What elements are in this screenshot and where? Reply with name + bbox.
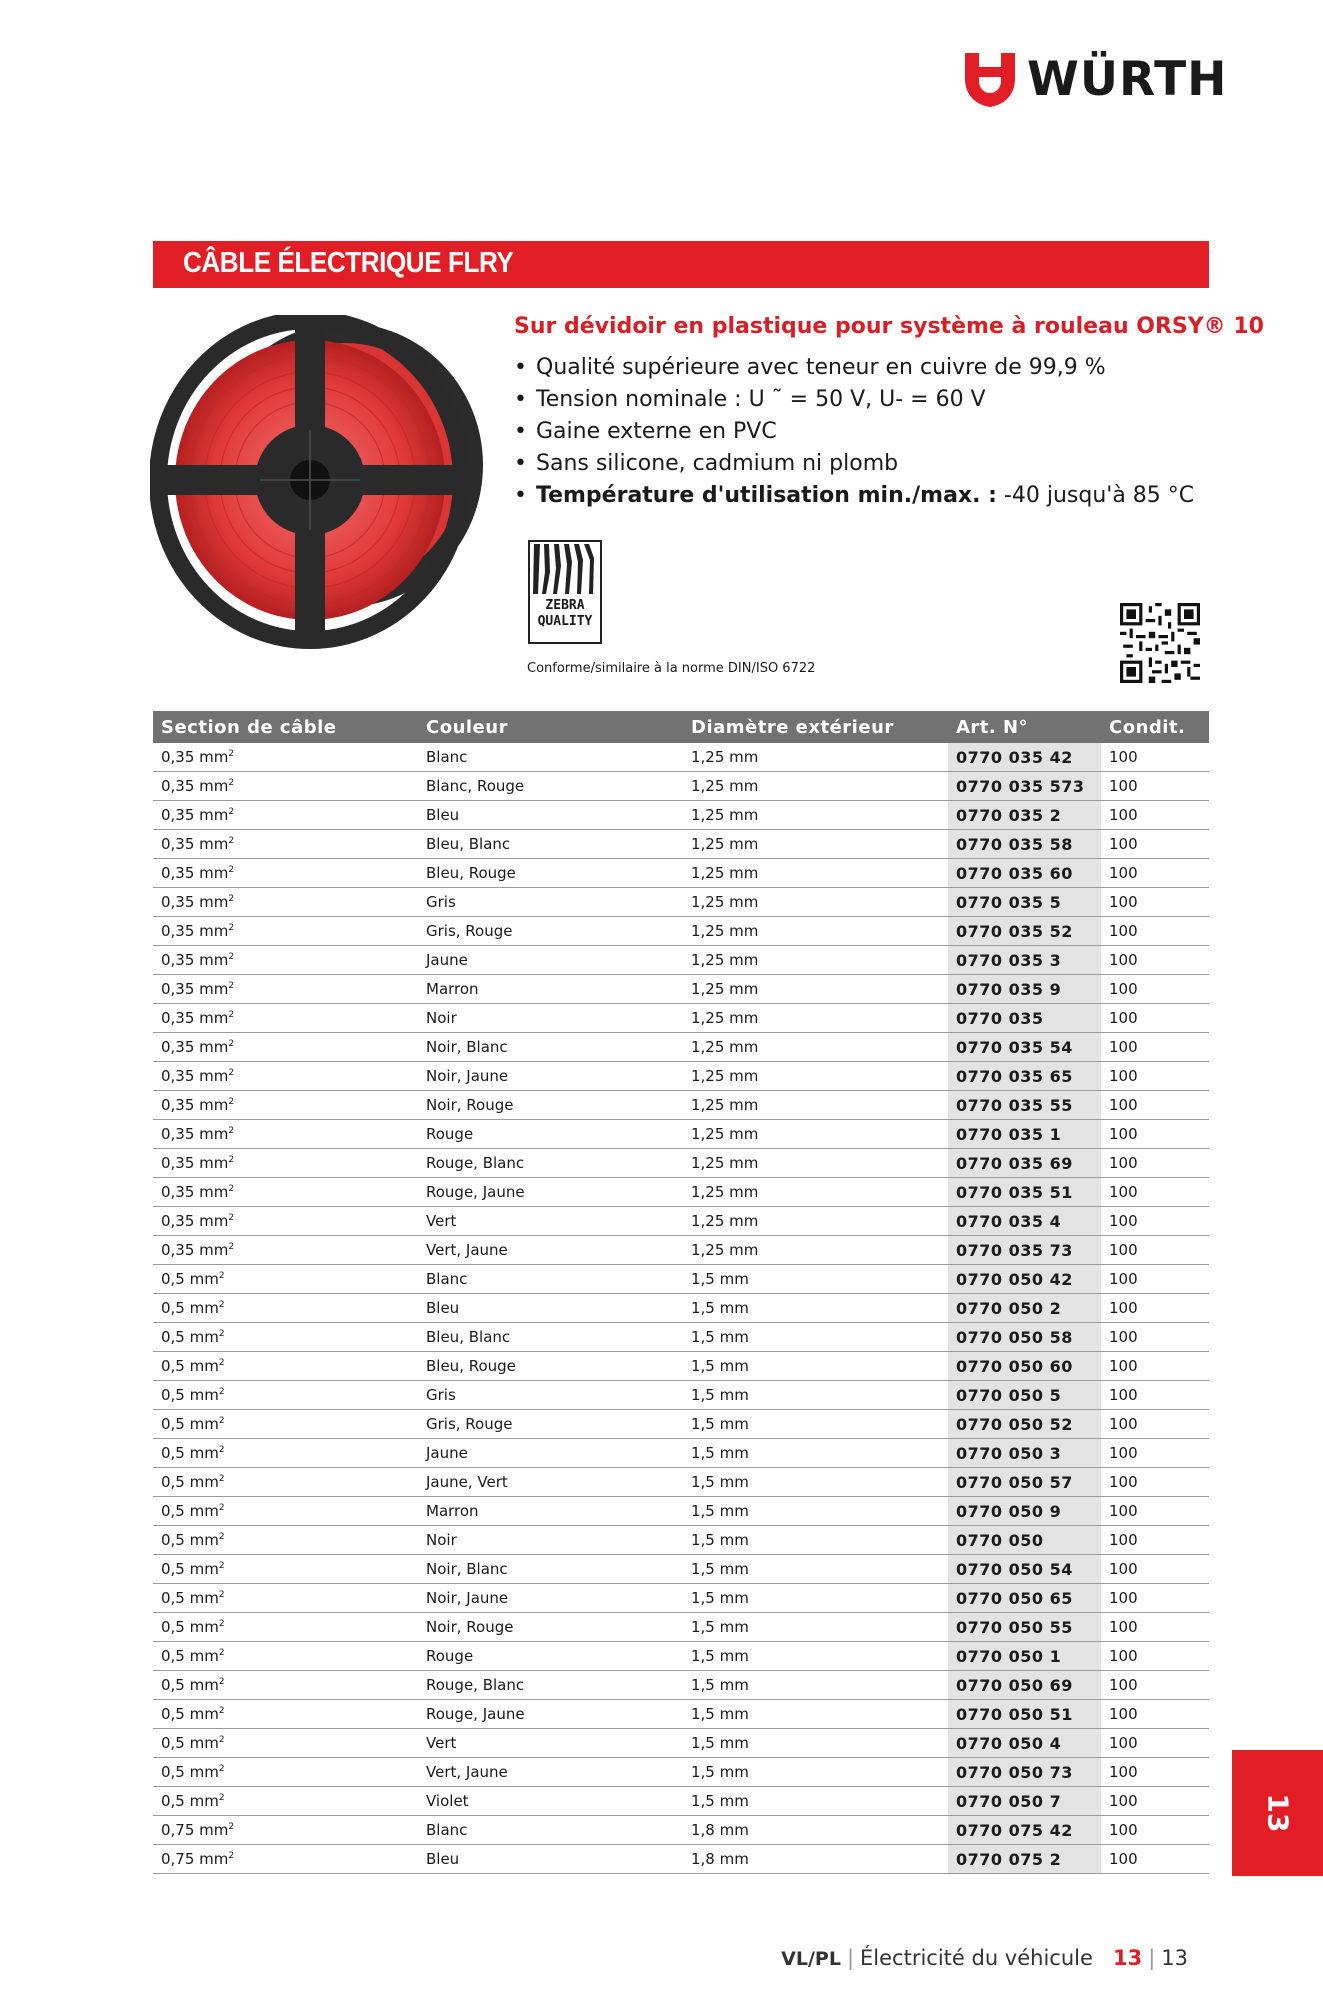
- table-row: [153, 917, 1209, 946]
- cell-condit: 100: [1101, 1352, 1209, 1381]
- cell-art-no: 0770 050 51: [948, 1700, 1101, 1729]
- table-row: [153, 1294, 1209, 1323]
- feature-item: • Qualité supérieure avec teneur en cuivre de 99,9 %: [514, 352, 1194, 384]
- cell-color: Noir, Rouge: [418, 1613, 683, 1642]
- cell-section: 0,5 $mm^2$: [153, 1555, 418, 1584]
- cell-condit: 100: [1101, 1729, 1209, 1758]
- column-header-art-no: Art. N°: [948, 711, 1101, 743]
- cell-color: Noir: [418, 1004, 683, 1033]
- cell-color: Jaune: [418, 1439, 683, 1468]
- cell-art-no: 0770 035: [948, 1004, 1101, 1033]
- table-row: [153, 1555, 1209, 1584]
- conformity-note: Conforme/similaire à la norme DIN/ISO 6722: [527, 661, 816, 676]
- cell-art-no: 0770 050 1: [948, 1642, 1101, 1671]
- cell-diameter: 1,5 mm: [683, 1642, 948, 1671]
- cell-condit: 100: [1101, 1410, 1209, 1439]
- zebra-stripes-icon: [530, 542, 600, 596]
- cell-diameter: 1,25 mm: [683, 859, 948, 888]
- table-row: [153, 1207, 1209, 1236]
- page-footer: VL/PL | Électricité du véhicule 13 | 13: [781, 1946, 1188, 1970]
- cell-section: 0,35 $mm^2$: [153, 859, 418, 888]
- table-row: [153, 1323, 1209, 1352]
- cell-art-no: 0770 050 7: [948, 1787, 1101, 1816]
- cell-condit: 100: [1101, 1555, 1209, 1584]
- cell-color: Bleu, Rouge: [418, 1352, 683, 1381]
- cell-color: Vert, Jaune: [418, 1236, 683, 1265]
- cell-color: Bleu, Rouge: [418, 859, 683, 888]
- column-header-condit: Condit.: [1101, 711, 1209, 743]
- cell-art-no: 0770 035 2: [948, 801, 1101, 830]
- cell-art-no: 0770 035 69: [948, 1149, 1101, 1178]
- cell-diameter: 1,5 mm: [683, 1323, 948, 1352]
- cell-art-no: 0770 050 65: [948, 1584, 1101, 1613]
- cell-diameter: 1,25 mm: [683, 1120, 948, 1149]
- cell-section: 0,5 $mm^2$: [153, 1439, 418, 1468]
- table-row: [153, 1758, 1209, 1787]
- cell-color: Bleu, Blanc: [418, 830, 683, 859]
- table-row: [153, 1033, 1209, 1062]
- cell-condit: 100: [1101, 1120, 1209, 1149]
- cell-section: 0,5 $mm^2$: [153, 1352, 418, 1381]
- column-header-diameter: Diamètre extérieur: [683, 711, 948, 743]
- cell-diameter: 1,25 mm: [683, 1236, 948, 1265]
- cell-color: Rouge, Jaune: [418, 1700, 683, 1729]
- cell-art-no: 0770 035 1: [948, 1120, 1101, 1149]
- table-row: [153, 1671, 1209, 1700]
- cell-color: Rouge, Blanc: [418, 1671, 683, 1700]
- cell-art-no: 0770 035 65: [948, 1062, 1101, 1091]
- cell-color: Noir, Rouge: [418, 1091, 683, 1120]
- cell-art-no: 0770 050 60: [948, 1352, 1101, 1381]
- cell-color: Jaune, Vert: [418, 1468, 683, 1497]
- cell-color: Blanc: [418, 1265, 683, 1294]
- cell-art-no: 0770 050 9: [948, 1497, 1101, 1526]
- feature-item: • Tension nominale : U ˜ = 50 V, U- = 60 V: [514, 384, 1194, 416]
- table-row: [153, 1178, 1209, 1207]
- cell-color: Marron: [418, 975, 683, 1004]
- cell-section: 0,5 $mm^2$: [153, 1642, 418, 1671]
- cell-color: Bleu: [418, 801, 683, 830]
- cell-diameter: 1,25 mm: [683, 1149, 948, 1178]
- footer-code: VL/PL: [781, 1948, 841, 1970]
- cell-condit: 100: [1101, 888, 1209, 917]
- cell-art-no: 0770 035 4: [948, 1207, 1101, 1236]
- cell-section: 0,35 $mm^2$: [153, 1120, 418, 1149]
- cell-art-no: 0770 050 2: [948, 1294, 1101, 1323]
- cell-art-no: 0770 035 51: [948, 1178, 1101, 1207]
- cell-art-no: 0770 035 9: [948, 975, 1101, 1004]
- cell-diameter: 1,5 mm: [683, 1381, 948, 1410]
- cell-art-no: 0770 035 55: [948, 1091, 1101, 1120]
- cell-diameter: 1,25 mm: [683, 888, 948, 917]
- table-row: [153, 1729, 1209, 1758]
- cell-art-no: 0770 050 73: [948, 1758, 1101, 1787]
- cell-section: 0,5 $mm^2$: [153, 1410, 418, 1439]
- cell-color: Noir: [418, 1526, 683, 1555]
- cell-diameter: 1,25 mm: [683, 1091, 948, 1120]
- cell-art-no: 0770 050 58: [948, 1323, 1101, 1352]
- cell-section: 0,35 $mm^2$: [153, 917, 418, 946]
- cell-section: 0,5 $mm^2$: [153, 1729, 418, 1758]
- qr-code-icon: [1120, 603, 1200, 683]
- cell-condit: 100: [1101, 1758, 1209, 1787]
- cell-art-no: 0770 035 5: [948, 888, 1101, 917]
- cell-art-no: 0770 035 52: [948, 917, 1101, 946]
- column-header-color: Couleur: [418, 711, 683, 743]
- cell-condit: 100: [1101, 1265, 1209, 1294]
- cell-art-no: 0770 050 4: [948, 1729, 1101, 1758]
- cell-condit: 100: [1101, 946, 1209, 975]
- cell-art-no: 0770 050 54: [948, 1555, 1101, 1584]
- cell-section: 0,35 $mm^2$: [153, 1207, 418, 1236]
- cell-art-no: 0770 050 3: [948, 1439, 1101, 1468]
- page-total: 13: [1161, 1946, 1188, 1970]
- cell-condit: 100: [1101, 1671, 1209, 1700]
- cell-color: Violet: [418, 1787, 683, 1816]
- cell-diameter: 1,25 mm: [683, 1033, 948, 1062]
- cell-art-no: 0770 050 52: [948, 1410, 1101, 1439]
- cell-section: 0,5 $mm^2$: [153, 1526, 418, 1555]
- cell-diameter: 1,25 mm: [683, 1004, 948, 1033]
- cell-art-no: 0770 050 55: [948, 1613, 1101, 1642]
- cell-section: 0,5 $mm^2$: [153, 1787, 418, 1816]
- cell-diameter: 1,25 mm: [683, 830, 948, 859]
- table-row: [153, 1497, 1209, 1526]
- cell-section: 0,5 $mm^2$: [153, 1323, 418, 1352]
- cell-section: 0,5 $mm^2$: [153, 1265, 418, 1294]
- cell-condit: 100: [1101, 1323, 1209, 1352]
- cell-section: 0,75 $mm^2$: [153, 1816, 418, 1845]
- cell-color: Gris: [418, 1381, 683, 1410]
- cell-art-no: 0770 050 57: [948, 1468, 1101, 1497]
- product-table: [153, 711, 1209, 1874]
- cell-section: 0,5 $mm^2$: [153, 1584, 418, 1613]
- table-row: [153, 772, 1209, 801]
- cell-diameter: 1,5 mm: [683, 1671, 948, 1700]
- wurth-logo-icon: [965, 53, 1015, 107]
- cell-section: 0,35 $mm^2$: [153, 1062, 418, 1091]
- table-header-row: [153, 711, 1209, 743]
- cell-condit: 100: [1101, 1700, 1209, 1729]
- cell-diameter: 1,5 mm: [683, 1294, 948, 1323]
- cell-condit: 100: [1101, 1468, 1209, 1497]
- cell-section: 0,5 $mm^2$: [153, 1294, 418, 1323]
- cell-art-no: 0770 050 42: [948, 1265, 1101, 1294]
- feature-label: Température d'utilisation min./max. :: [536, 483, 997, 508]
- cell-diameter: 1,5 mm: [683, 1584, 948, 1613]
- cell-color: Blanc, Rouge: [418, 772, 683, 801]
- table-row: [153, 1526, 1209, 1555]
- cell-diameter: 1,25 mm: [683, 772, 948, 801]
- cell-section: 0,35 $mm^2$: [153, 743, 418, 772]
- table-row: [153, 1787, 1209, 1816]
- column-header-section: Section de câble: [153, 711, 418, 743]
- cell-diameter: 1,25 mm: [683, 1207, 948, 1236]
- cell-diameter: 1,5 mm: [683, 1439, 948, 1468]
- cell-diameter: 1,5 mm: [683, 1787, 948, 1816]
- cell-color: Jaune: [418, 946, 683, 975]
- cell-section: 0,35 $mm^2$: [153, 1178, 418, 1207]
- cell-diameter: 1,5 mm: [683, 1729, 948, 1758]
- cell-art-no: 0770 035 73: [948, 1236, 1101, 1265]
- table-row: [153, 1352, 1209, 1381]
- table-row: [153, 1584, 1209, 1613]
- cell-color: Noir, Blanc: [418, 1555, 683, 1584]
- cell-color: Marron: [418, 1497, 683, 1526]
- cell-art-no: 0770 035 42: [948, 743, 1101, 772]
- cell-condit: 100: [1101, 1178, 1209, 1207]
- cell-condit: 100: [1101, 975, 1209, 1004]
- cell-diameter: 1,8 mm: [683, 1845, 948, 1874]
- table-row: [153, 859, 1209, 888]
- cell-condit: 100: [1101, 917, 1209, 946]
- table-row: [153, 1265, 1209, 1294]
- cell-diameter: 1,5 mm: [683, 1613, 948, 1642]
- cell-section: 0,35 $mm^2$: [153, 1004, 418, 1033]
- cell-color: Rouge, Blanc: [418, 1149, 683, 1178]
- table-row: [153, 801, 1209, 830]
- cell-condit: 100: [1101, 801, 1209, 830]
- cell-color: Noir, Blanc: [418, 1033, 683, 1062]
- table-row: [153, 1062, 1209, 1091]
- cell-section: 0,35 $mm^2$: [153, 1236, 418, 1265]
- cell-diameter: 1,5 mm: [683, 1352, 948, 1381]
- cell-section: 0,35 $mm^2$: [153, 975, 418, 1004]
- cell-section: 0,35 $mm^2$: [153, 888, 418, 917]
- cell-art-no: 0770 035 54: [948, 1033, 1101, 1062]
- table-row: [153, 1439, 1209, 1468]
- cell-diameter: 1,8 mm: [683, 1816, 948, 1845]
- cell-condit: 100: [1101, 1845, 1209, 1874]
- cell-section: 0,35 $mm^2$: [153, 830, 418, 859]
- table-row: [153, 1845, 1209, 1874]
- table-row: [153, 975, 1209, 1004]
- footer-section: Électricité du véhicule: [860, 1946, 1093, 1970]
- table-row: [153, 1381, 1209, 1410]
- zebra-badge-text: ZEBRA QUALITY: [537, 598, 593, 629]
- table-row: [153, 743, 1209, 772]
- cell-condit: 100: [1101, 1497, 1209, 1526]
- cell-color: Blanc: [418, 743, 683, 772]
- cell-color: Vert, Jaune: [418, 1758, 683, 1787]
- table-body: [153, 743, 1209, 1874]
- cell-section: 0,35 $mm^2$: [153, 772, 418, 801]
- cell-color: Rouge: [418, 1120, 683, 1149]
- cell-art-no: 0770 050: [948, 1526, 1101, 1555]
- table-row: [153, 1700, 1209, 1729]
- cell-condit: 100: [1101, 1149, 1209, 1178]
- cell-condit: 100: [1101, 1294, 1209, 1323]
- cell-condit: 100: [1101, 1062, 1209, 1091]
- cell-color: Gris, Rouge: [418, 917, 683, 946]
- cell-section: 0,5 $mm^2$: [153, 1758, 418, 1787]
- cell-condit: 100: [1101, 1381, 1209, 1410]
- table-row: [153, 1410, 1209, 1439]
- cell-section: 0,35 $mm^2$: [153, 801, 418, 830]
- table-row: [153, 1091, 1209, 1120]
- table-row: [153, 1642, 1209, 1671]
- page-number: 13: [1112, 1946, 1143, 1970]
- chapter-tab: [1232, 1750, 1323, 1876]
- zebra-quality-badge: [528, 540, 602, 644]
- cell-art-no: 0770 035 60: [948, 859, 1101, 888]
- cell-art-no: 0770 050 69: [948, 1671, 1101, 1700]
- cell-condit: 100: [1101, 1236, 1209, 1265]
- cell-color: Noir, Jaune: [418, 1062, 683, 1091]
- cell-section: 0,35 $mm^2$: [153, 1091, 418, 1120]
- cell-section: 0,5 $mm^2$: [153, 1700, 418, 1729]
- brand-name: WÜRTH: [1027, 52, 1228, 107]
- cell-color: Rouge: [418, 1642, 683, 1671]
- cell-section: 0,5 $mm^2$: [153, 1468, 418, 1497]
- cell-section: 0,35 $mm^2$: [153, 946, 418, 975]
- table-row: [153, 1613, 1209, 1642]
- cell-color: Rouge, Jaune: [418, 1178, 683, 1207]
- cell-diameter: 1,25 mm: [683, 975, 948, 1004]
- cell-condit: 100: [1101, 1642, 1209, 1671]
- feature-item: • Gaine externe en PVC: [514, 416, 1194, 448]
- cell-art-no: 0770 050 5: [948, 1381, 1101, 1410]
- cell-condit: 100: [1101, 1787, 1209, 1816]
- cell-color: Bleu: [418, 1845, 683, 1874]
- cell-diameter: 1,25 mm: [683, 743, 948, 772]
- cell-section: 0,35 $mm^2$: [153, 1033, 418, 1062]
- cell-condit: 100: [1101, 859, 1209, 888]
- cell-diameter: 1,5 mm: [683, 1526, 948, 1555]
- cell-art-no: 0770 075 2: [948, 1845, 1101, 1874]
- cell-diameter: 1,5 mm: [683, 1555, 948, 1584]
- cell-section: 0,35 $mm^2$: [153, 1149, 418, 1178]
- cell-condit: 100: [1101, 1816, 1209, 1845]
- cell-condit: 100: [1101, 743, 1209, 772]
- chapter-number: 13: [1261, 1793, 1294, 1833]
- table-row: [153, 1468, 1209, 1497]
- cable-reel-image: [150, 315, 495, 650]
- table-row: [153, 1816, 1209, 1845]
- table-row: [153, 1120, 1209, 1149]
- cell-color: Vert: [418, 1729, 683, 1758]
- cell-color: Gris: [418, 888, 683, 917]
- cell-diameter: 1,25 mm: [683, 917, 948, 946]
- table-row: [153, 1236, 1209, 1265]
- cell-diameter: 1,25 mm: [683, 801, 948, 830]
- cell-color: Blanc: [418, 1816, 683, 1845]
- page-title: CÂBLE ÉLECTRIQUE FLRY: [183, 247, 514, 279]
- table-row: [153, 1149, 1209, 1178]
- cell-section: 0,5 $mm^2$: [153, 1671, 418, 1700]
- cell-diameter: 1,5 mm: [683, 1468, 948, 1497]
- cell-condit: 100: [1101, 1584, 1209, 1613]
- cell-section: 0,5 $mm^2$: [153, 1381, 418, 1410]
- cell-diameter: 1,5 mm: [683, 1410, 948, 1439]
- cell-condit: 100: [1101, 1091, 1209, 1120]
- cell-color: Vert: [418, 1207, 683, 1236]
- feature-list: [514, 352, 1194, 512]
- cell-condit: 100: [1101, 1207, 1209, 1236]
- table-row: [153, 1004, 1209, 1033]
- title-bar: [153, 241, 1209, 288]
- product-subtitle: Sur dévidoir en plastique pour système à rouleau ORSY® 10: [514, 314, 1264, 339]
- cell-diameter: 1,25 mm: [683, 1062, 948, 1091]
- cell-condit: 100: [1101, 1439, 1209, 1468]
- cell-art-no: 0770 035 58: [948, 830, 1101, 859]
- cell-art-no: 0770 075 42: [948, 1816, 1101, 1845]
- cell-diameter: 1,5 mm: [683, 1497, 948, 1526]
- cell-color: Bleu: [418, 1294, 683, 1323]
- cell-section: 0,75 $mm^2$: [153, 1845, 418, 1874]
- cell-diameter: 1,25 mm: [683, 1178, 948, 1207]
- cell-color: Gris, Rouge: [418, 1410, 683, 1439]
- feature-item: • Température d'utilisation min./max. : -40 jusqu'à 85 °C: [514, 480, 1194, 512]
- cell-condit: 100: [1101, 1033, 1209, 1062]
- cell-condit: 100: [1101, 772, 1209, 801]
- table-row: [153, 888, 1209, 917]
- table-row: [153, 830, 1209, 859]
- cell-diameter: 1,25 mm: [683, 946, 948, 975]
- wurth-logo: [965, 52, 1227, 107]
- cell-art-no: 0770 035 3: [948, 946, 1101, 975]
- cell-art-no: 0770 035 573: [948, 772, 1101, 801]
- cell-section: 0,5 $mm^2$: [153, 1613, 418, 1642]
- cell-diameter: 1,5 mm: [683, 1265, 948, 1294]
- cell-condit: 100: [1101, 1613, 1209, 1642]
- cell-condit: 100: [1101, 1526, 1209, 1555]
- cell-diameter: 1,5 mm: [683, 1700, 948, 1729]
- feature-item: • Sans silicone, cadmium ni plomb: [514, 448, 1194, 480]
- table-row: [153, 946, 1209, 975]
- cell-color: Noir, Jaune: [418, 1584, 683, 1613]
- cell-condit: 100: [1101, 1004, 1209, 1033]
- cell-diameter: 1,5 mm: [683, 1758, 948, 1787]
- cell-condit: 100: [1101, 830, 1209, 859]
- cell-color: Bleu, Blanc: [418, 1323, 683, 1352]
- cell-section: 0,5 $mm^2$: [153, 1497, 418, 1526]
